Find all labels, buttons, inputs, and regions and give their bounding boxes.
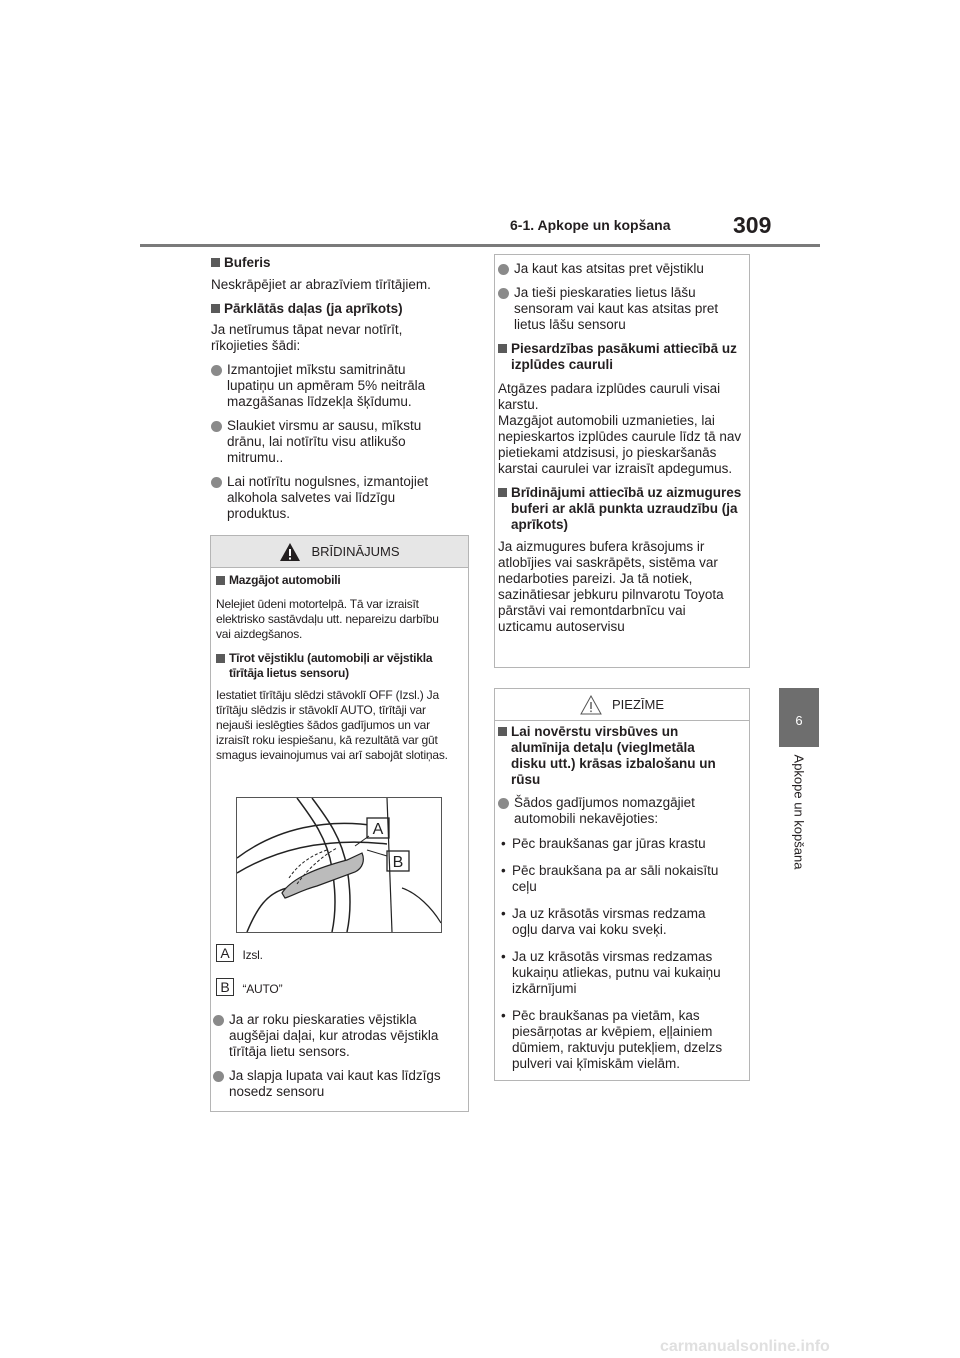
warning-title: BRĪDINĀJUMS	[311, 544, 400, 559]
list-item	[498, 285, 730, 333]
warning-h2: Tīrot vējstiklu (automobiļi ar vējstikla tīrītāja lietus sensoru)	[229, 651, 433, 680]
dash-item	[498, 1008, 733, 1072]
list-item-text: Slaukiet virsmu ar sausu, mīkstu drānu, lai notīrītu visu atlikušo mitrumu..	[227, 418, 422, 465]
svg-text:B: B	[392, 854, 404, 871]
dash-bullet: •	[501, 836, 506, 851]
notice-title-bar	[495, 689, 749, 721]
dash-bullet: •	[501, 863, 506, 878]
steering-wiper-drawing	[237, 798, 441, 932]
label-a-badge: A	[216, 944, 234, 962]
list-item	[213, 1012, 458, 1060]
warning-triangle-icon	[279, 542, 301, 562]
warning-heading-wash	[216, 573, 458, 588]
dash-bullet: •	[501, 949, 506, 964]
list-item-text: Ja kaut kas atsitas pret vējstiklu	[514, 261, 704, 276]
bumper-text: Ja aizmugures bufera krāsojums ir atlobījies vai saskrāpēts, sistēma var nedarboties pareizi. Ja tā notiek, sazinātiesar jebkuru pilnvarotu Toyota pārstāvi vai remontdarbnīcu vai uzticamu autoservisu	[498, 539, 724, 634]
exhaust-title: Piesardzības pasākumi attiecībā uz izplūdes cauruli	[511, 341, 737, 372]
list-item	[211, 474, 446, 522]
square-bullet-icon	[211, 304, 220, 313]
section-title: 6-1. Apkope un kopšana	[510, 217, 671, 233]
bullet-dot-icon	[213, 1015, 224, 1026]
notice-triangle-icon	[580, 695, 602, 715]
bumper-heading	[498, 485, 743, 533]
square-bullet-icon	[498, 727, 507, 736]
notice-box	[494, 688, 750, 1081]
page-number: 309	[733, 212, 772, 238]
bullet-dot-icon	[498, 288, 509, 299]
list-item-text: Ja slapja lupata vai kaut kas līdzīgs nosedz sensoru	[229, 1068, 441, 1099]
bufferis-heading	[211, 255, 469, 271]
warning-text-wash: Nelejiet ūdeni motortelpā. Tā var izraisīt elektrisko sastāvdaļu utt. nepareizu darbību vai aizdegšanos.	[216, 597, 439, 641]
bullet-dot-icon	[498, 798, 509, 809]
square-bullet-icon	[498, 344, 507, 353]
dash-bullet: •	[501, 1008, 506, 1023]
label-a-text: Izsl.	[242, 948, 263, 962]
warning-bullets	[213, 1012, 458, 1100]
exhaust-heading	[498, 341, 738, 373]
list-item	[211, 418, 436, 466]
bumper-title: Brīdinājumi attiecībā uz aizmugures buferi ar aklā punkta uzraudzību (ja aprīkots)	[511, 485, 742, 532]
dash-item	[498, 836, 741, 852]
svg-text:A: A	[372, 821, 384, 838]
chapter-number: 6	[795, 713, 803, 728]
coated-heading	[211, 301, 469, 317]
chapter-label-container	[782, 754, 816, 870]
dash-bullet: •	[501, 906, 506, 921]
bullet-dot-icon	[211, 477, 222, 488]
exhaust-text: Atgāzes padara izplūdes cauruli visai karstu. Mazgājot automobili uzmanieties, lai nepieskartos izplūdes caurule līdz tā nav pietiekami atdzisusi, jo pieskaršanās karstai caurulei var izraisīt apdegumus.	[498, 381, 742, 476]
bullet-dot-icon	[213, 1071, 224, 1082]
bullet-dot-icon	[211, 365, 222, 376]
list-item-text: Lai notīrītu nogulsnes, izmantojiet alkohola salvetes vai līdzīgu produktus.	[227, 474, 429, 521]
label-a-row	[216, 944, 263, 963]
dash-item-text: Ja uz krāsotās virsmas redzama ogļu darva vai koku sveķi.	[512, 906, 706, 937]
dash-item	[498, 863, 723, 895]
chapter-tab	[779, 688, 819, 747]
coated-text: Ja netīrumus tāpat nevar notīrīt, rīkojieties šādi:	[211, 322, 403, 353]
list-item-text: Ja tieši pieskaraties lietus lāšu sensoram vai kaut kas atsitas pret lietus lāšu sensoru	[514, 285, 719, 332]
square-bullet-icon	[498, 488, 507, 497]
warning-continued-box	[494, 254, 750, 668]
header-divider	[140, 244, 820, 247]
label-b-badge: B	[216, 978, 234, 996]
list-item	[498, 261, 741, 277]
list-item-text: Ja ar roku pieskaraties vējstikla augšējai daļai, kur atrodas vējstikla tīrītāja lietu sensors.	[229, 1012, 439, 1059]
notice-title: PIEZĪME	[611, 697, 664, 712]
bufferis-title: Buferis	[224, 255, 271, 270]
watermark: carmanualsonline.info	[660, 1338, 830, 1355]
notice-h1: Lai novērstu virsbūves un alumīnija detaļu (vieglmetāla disku utt.) krāsas izbalošanu un rūsu	[511, 724, 716, 787]
dash-item-text: Pēc braukšanas gar jūras krastu	[512, 836, 706, 851]
chapter-label: Apkope un kopšana	[791, 754, 807, 870]
square-bullet-icon	[216, 576, 225, 585]
bullet-dot-icon	[498, 264, 509, 275]
warning-text-windshield: Iestatiet tīrītāju slēdzi stāvoklī OFF (Izsl.) Ja tīrītāju slēdzis ir stāvoklī AUTO, tīrītāji var nejauši ieslēgties šādos gadījumos un var izraisīt roku iespiešanu, kā rezultātā var gūt smagus ievainojumus vai arī sabojāt slotiņas.	[216, 688, 448, 762]
warning-title-bar	[211, 536, 468, 568]
dash-item	[498, 949, 728, 997]
list-item	[211, 362, 451, 410]
dash-item-text: Ja uz krāsotās virsmas redzamas kukaiņu atliekas, putnu vai kukaiņu izkārnījumi	[512, 949, 721, 996]
list-item	[498, 795, 723, 827]
dash-item-text: Pēc braukšanas pa vietām, kas piesārņotas ar kvēpiem, eļļainiem dūmiem, raktuvju putekļiem, dzelzs pulveri vai ķīmiskām vielām.	[512, 1008, 723, 1071]
square-bullet-icon	[211, 258, 220, 267]
dash-item	[498, 906, 723, 938]
list-item	[213, 1068, 458, 1100]
warning-heading-windshield	[216, 651, 458, 681]
label-b-row	[216, 978, 282, 997]
bullet-dot-icon	[211, 421, 222, 432]
list-item-text: Šādos gadījumos nomazgājiet automobili nekavējoties:	[514, 795, 695, 826]
coated-title: Pārklātās daļas (ja aprīkots)	[224, 301, 403, 316]
list-item-text: Izmantojiet mīkstu samitrinātu lupatiņu un apmēram 5% neitrāla mazgāšanas līdzekļa šķīdumu.	[227, 362, 426, 409]
square-bullet-icon	[216, 654, 225, 663]
bufferis-text: Neskrāpējiet ar abrazīviem tīrītājiem.	[211, 277, 431, 292]
dash-item-text: Pēc braukšana pa ar sāli nokaisītu ceļu	[512, 863, 719, 894]
left-column	[211, 255, 469, 522]
warning-h1: Mazgājot automobili	[229, 573, 341, 587]
notice-heading	[498, 724, 733, 788]
wiper-switch-illustration	[236, 797, 442, 933]
label-b-text: “AUTO”	[242, 982, 283, 996]
